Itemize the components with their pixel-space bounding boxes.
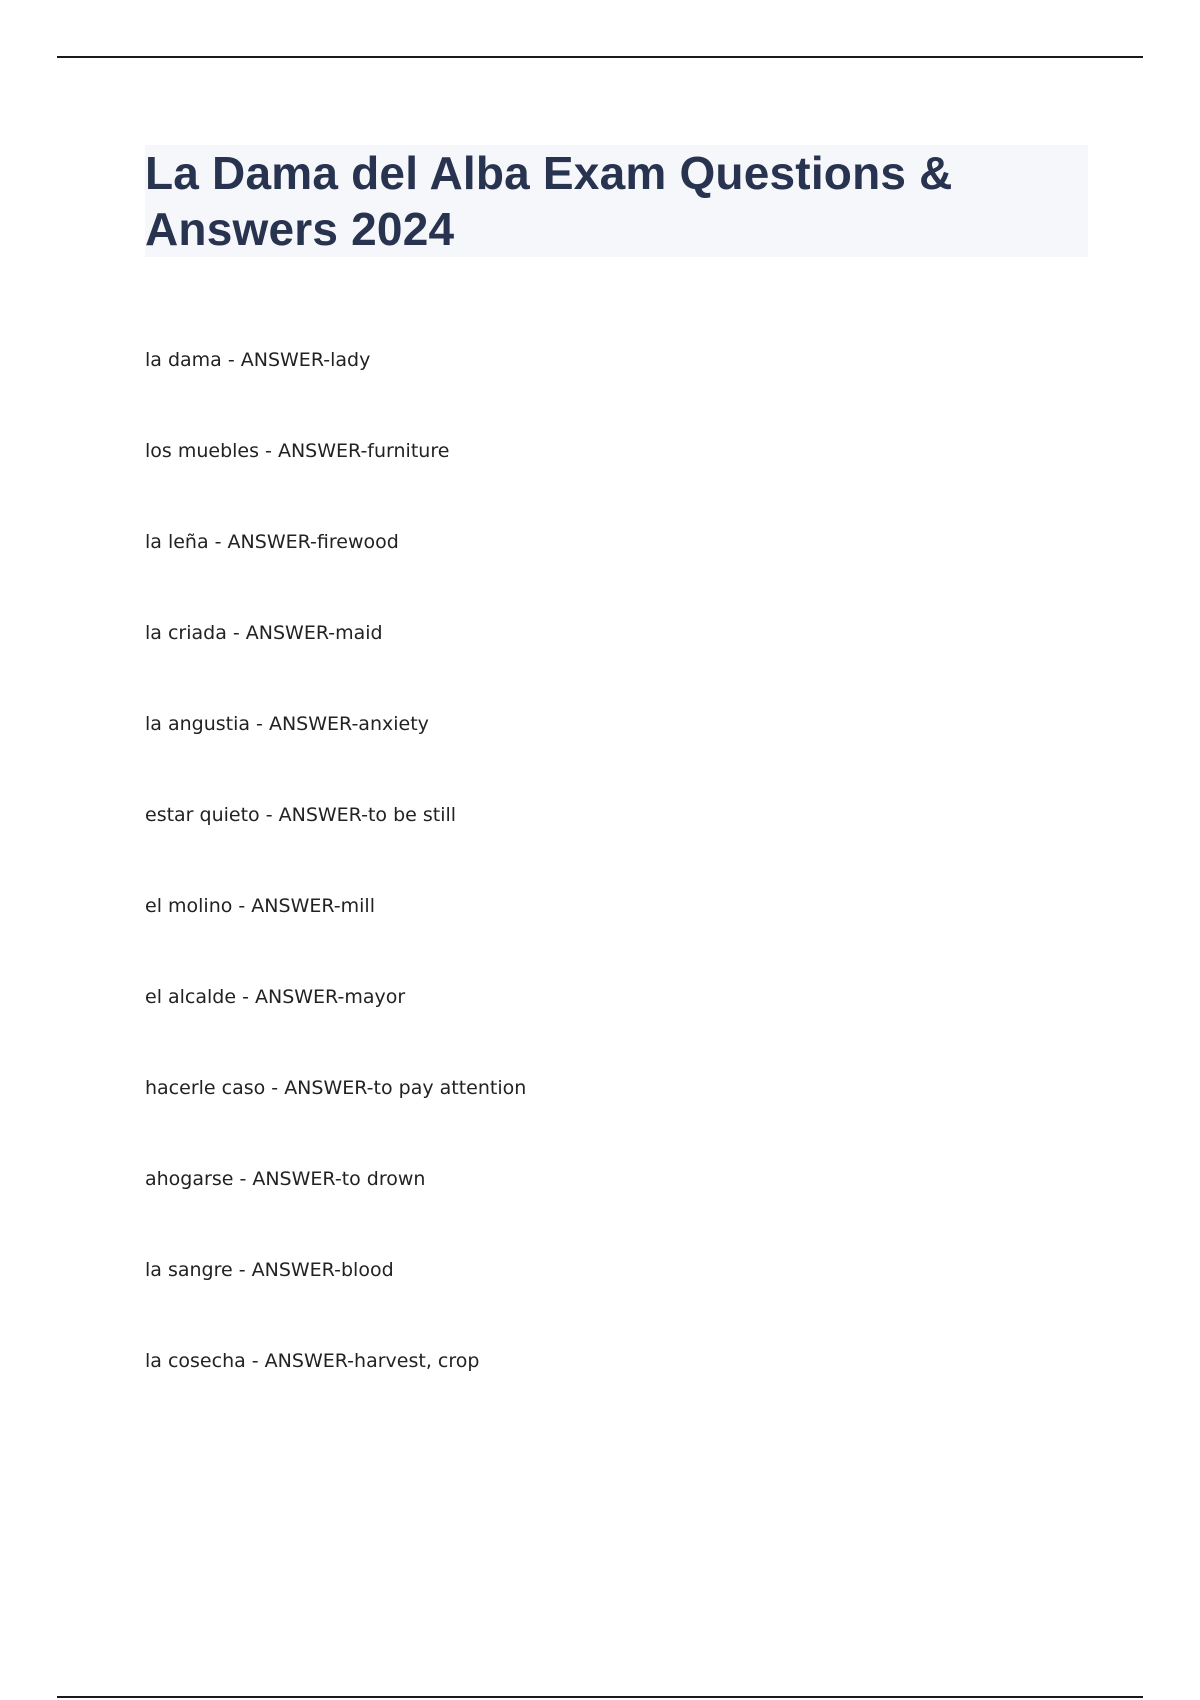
qa-item: la leña - ANSWER-firewood xyxy=(145,531,399,553)
title-box xyxy=(145,145,1088,257)
qa-item: el molino - ANSWER-mill xyxy=(145,895,375,917)
qa-list xyxy=(145,345,1045,1437)
top-rule xyxy=(57,56,1143,58)
qa-item: la angustia - ANSWER-anxiety xyxy=(145,713,429,735)
bottom-rule xyxy=(57,1696,1143,1698)
page-title: La Dama del Alba Exam Questions & Answers 2024 xyxy=(145,147,953,255)
qa-item: la cosecha - ANSWER-harvest, crop xyxy=(145,1350,480,1372)
qa-item: la dama - ANSWER-lady xyxy=(145,349,371,371)
qa-item: ahogarse - ANSWER-to drown xyxy=(145,1168,426,1190)
qa-item: hacerle caso - ANSWER-to pay attention xyxy=(145,1077,527,1099)
qa-item: la sangre - ANSWER-blood xyxy=(145,1259,394,1281)
qa-item: estar quieto - ANSWER-to be still xyxy=(145,804,457,826)
qa-item: los muebles - ANSWER-furniture xyxy=(145,440,450,462)
qa-item: el alcalde - ANSWER-mayor xyxy=(145,986,406,1008)
qa-item: la criada - ANSWER-maid xyxy=(145,622,383,644)
